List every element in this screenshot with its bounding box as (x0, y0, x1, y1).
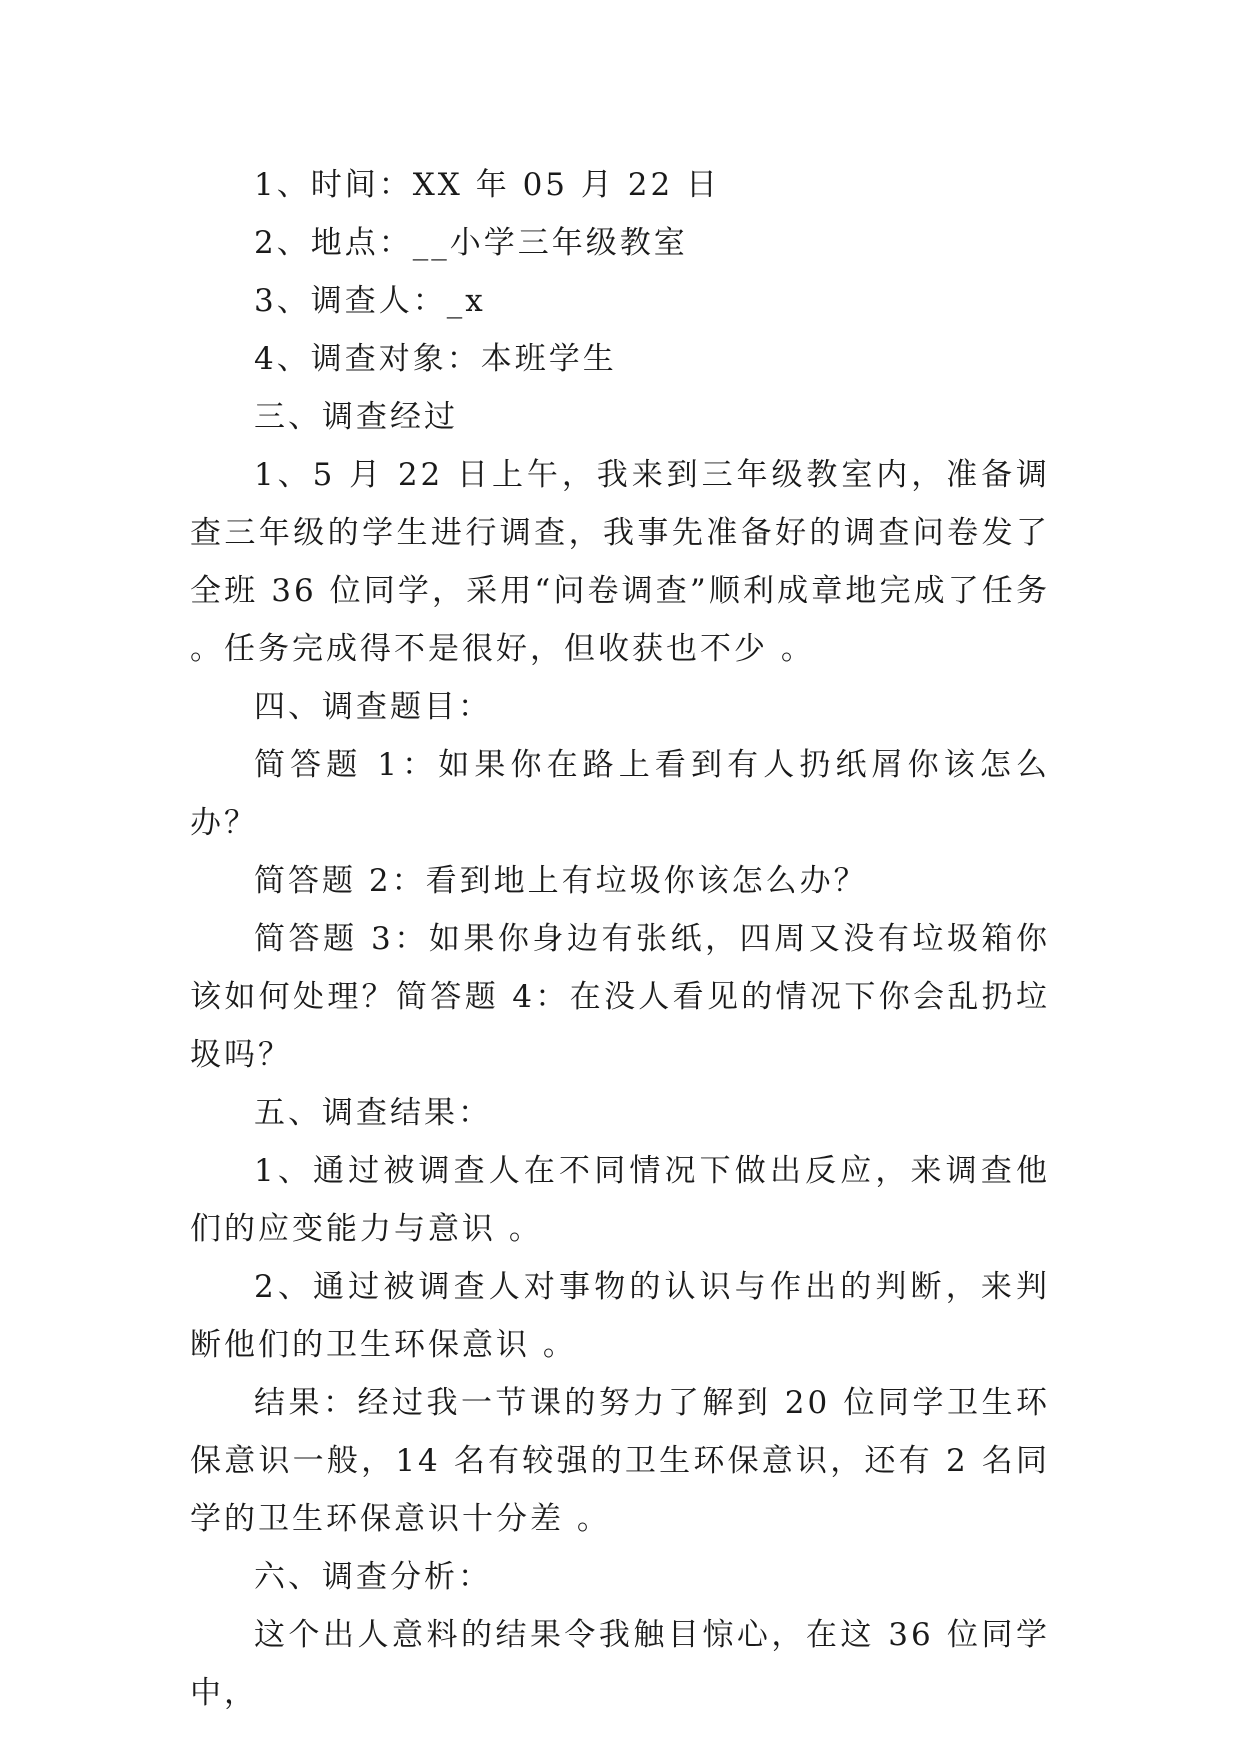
paragraph-analysis: 这个出人意料的结果令我触目惊心，在这 36 位同学中， (190, 1617, 1050, 1711)
question-3-4: 简答题 3：如果你身边有张纸，四周又没有垃圾箱你该如何处理？简答题 4：在没人看见的情况下你会乱扔垃圾吗？ (190, 921, 1050, 1073)
paragraph-subjects: 4、调查对象：本班学生 (254, 341, 617, 377)
section-heading-questions: 四、调查题目： (254, 689, 492, 725)
paragraph-time: 1、时间：XX 年 05 月 22 日 (254, 167, 721, 203)
paragraph-process: 1、5 月 22 日上午，我来到三年级教室内，准备调查三年级的学生进行调查，我事先准备好的调查问卷发了全班 36 位同学，采用“问卷调查”顺利成章地完成了任务 。任务完成得不是很好，但收获也不少 。 (190, 457, 1050, 667)
result-summary: 结果：经过我一节课的努力了解到 20 位同学卫生环保意识一般，14 名有较强的卫生环保意识，还有 2 名同学的卫生环保意识十分差 。 (190, 1385, 1050, 1537)
question-1: 简答题 1：如果你在路上看到有人扔纸屑你该怎么办？ (190, 747, 1050, 841)
section-heading-process: 三、调查经过 (254, 399, 458, 435)
question-2: 简答题 2：看到地上有垃圾你该怎么办？ (254, 863, 868, 899)
section-heading-results: 五、调查结果： (254, 1095, 492, 1131)
section-heading-analysis: 六、调查分析： (254, 1559, 492, 1595)
result-1: 1、通过被调查人在不同情况下做出反应，来调查他们的应变能力与意识 。 (190, 1153, 1050, 1247)
paragraph-location: 2、地点：__小学三年级教室 (254, 225, 688, 261)
document-body (190, 156, 1050, 1722)
result-2: 2、通过被调查人对事物的认识与作出的判断，来判断他们的卫生环保意识 。 (190, 1269, 1050, 1363)
paragraph-investigator: 3、调查人：_x (254, 283, 486, 319)
